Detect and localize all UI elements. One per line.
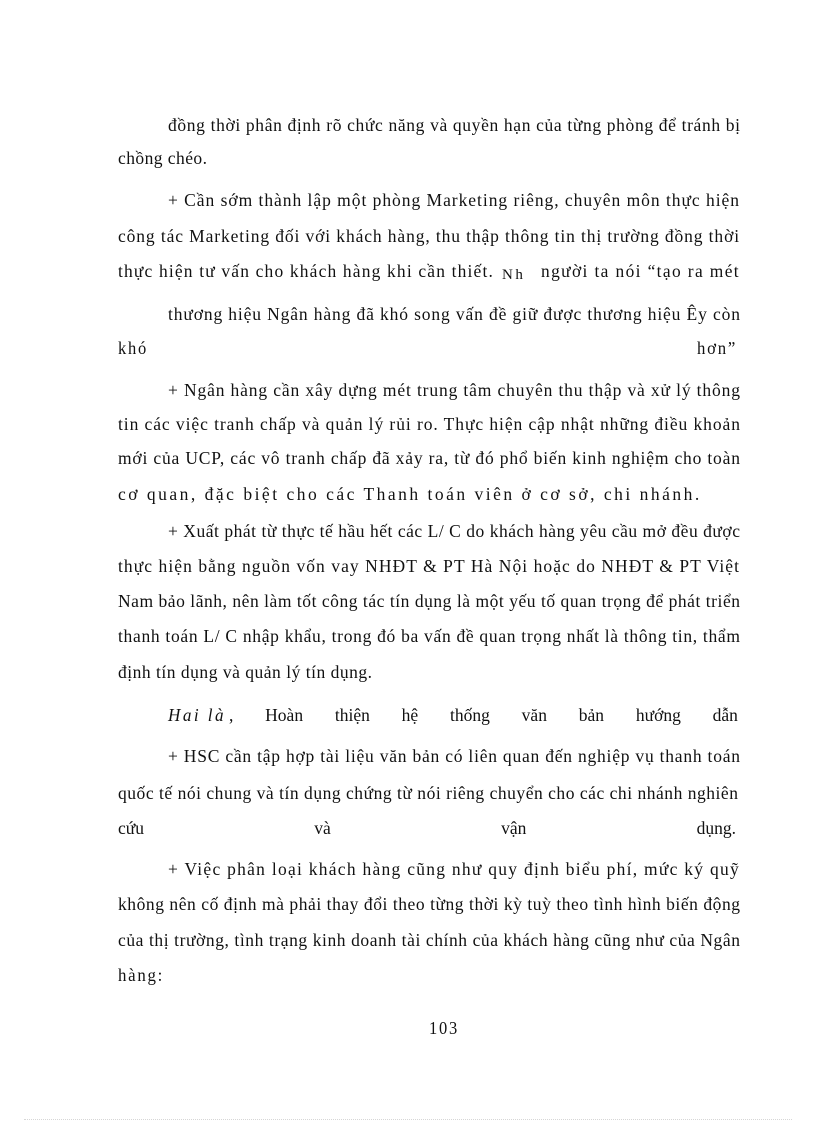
text-line: + HSC cần tập hợp tài liệu văn bản có liên quan đến nghiệp vụ thanh toán bbox=[168, 746, 741, 766]
text-line: không nên cố định mà phải thay đổi theo từng thời kỳ tuỳ theo tình hình biến động bbox=[118, 894, 741, 914]
text-line: + Ngân hàng cần xây dựng mét trung tâm chuyên thu thập và xử lý thông bbox=[168, 380, 741, 400]
text-fragment: Nh bbox=[502, 267, 526, 283]
text-line: mới của UCP, các vô tranh chấp đã xảy ra, từ đó phổ biến kinh nghiệm cho toàn bbox=[118, 448, 741, 468]
text-line: thực hiện tư vấn cho khách hàng khi cần thiết. bbox=[118, 261, 495, 281]
text-line: tin các việc tranh chấp và quản lý rủi ro. Thực hiện cập nhật những điều khoản bbox=[118, 414, 741, 434]
text-line: của thị trường, tình trạng kinh doanh tài chính của khách hàng cũng như của Ngân bbox=[118, 930, 741, 950]
text-line: , Hoàn thiện hệ thống văn bản hướng dẫn bbox=[229, 705, 738, 725]
text-line: công tác Marketing đối với khách hàng, thu thập thông tin thị trường đồng thời bbox=[118, 226, 740, 246]
page-number: 103 bbox=[429, 1018, 460, 1038]
text-line: người ta nói “tạo ra mét bbox=[541, 261, 741, 281]
text-line: thực hiện bằng nguồn vốn vay NHĐT & PT Hà Nội hoặc do NHĐT & PT Việt bbox=[118, 556, 741, 576]
text-line: Nam bảo lãnh, nên làm tốt công tác tín dụng là một yếu tố quan trọng để phát triển bbox=[118, 591, 741, 611]
text-line: + Cần sớm thành lập một phòng Marketing riêng, chuyên môn thực hiện bbox=[168, 190, 740, 210]
text-line: chồng chéo. bbox=[118, 148, 208, 168]
text-line: thương hiệu Ngân hàng đã khó song vấn đề giữ được thương hiệu Êy còn bbox=[168, 304, 741, 324]
text-line-italic: Hai là bbox=[168, 705, 226, 725]
text-line: hàng: bbox=[118, 965, 164, 985]
text-line: định tín dụng và quản lý tín dụng. bbox=[118, 662, 373, 682]
text-line: đồng thời phân định rõ chức năng và quyền hạn của từng phòng để tránh bị bbox=[168, 115, 741, 135]
text-line: cơ quan, đặc biệt cho các Thanh toán viên ở cơ sở, chi nhánh. bbox=[118, 484, 702, 504]
text-line: thanh toán L/ C nhập khẩu, trong đó ba vấn đề quan trọng nhất là thông tin, thẩm bbox=[118, 626, 741, 646]
text-line: + Việc phân loại khách hàng cũng như quy định biểu phí, mức ký quỹ bbox=[168, 859, 740, 879]
text-line: quốc tế nói chung và tín dụng chứng từ nói riêng chuyển cho các chi nhánh nghiên bbox=[118, 783, 739, 803]
text-line: cứu và vận dụng. bbox=[118, 818, 736, 838]
text-line: hơn” bbox=[697, 338, 738, 358]
footer-divider bbox=[24, 1119, 792, 1120]
text-line: + Xuất phát từ thực tế hầu hết các L/ C do khách hàng yêu cầu mở đều được bbox=[168, 521, 741, 541]
text-line: khó bbox=[118, 338, 149, 358]
